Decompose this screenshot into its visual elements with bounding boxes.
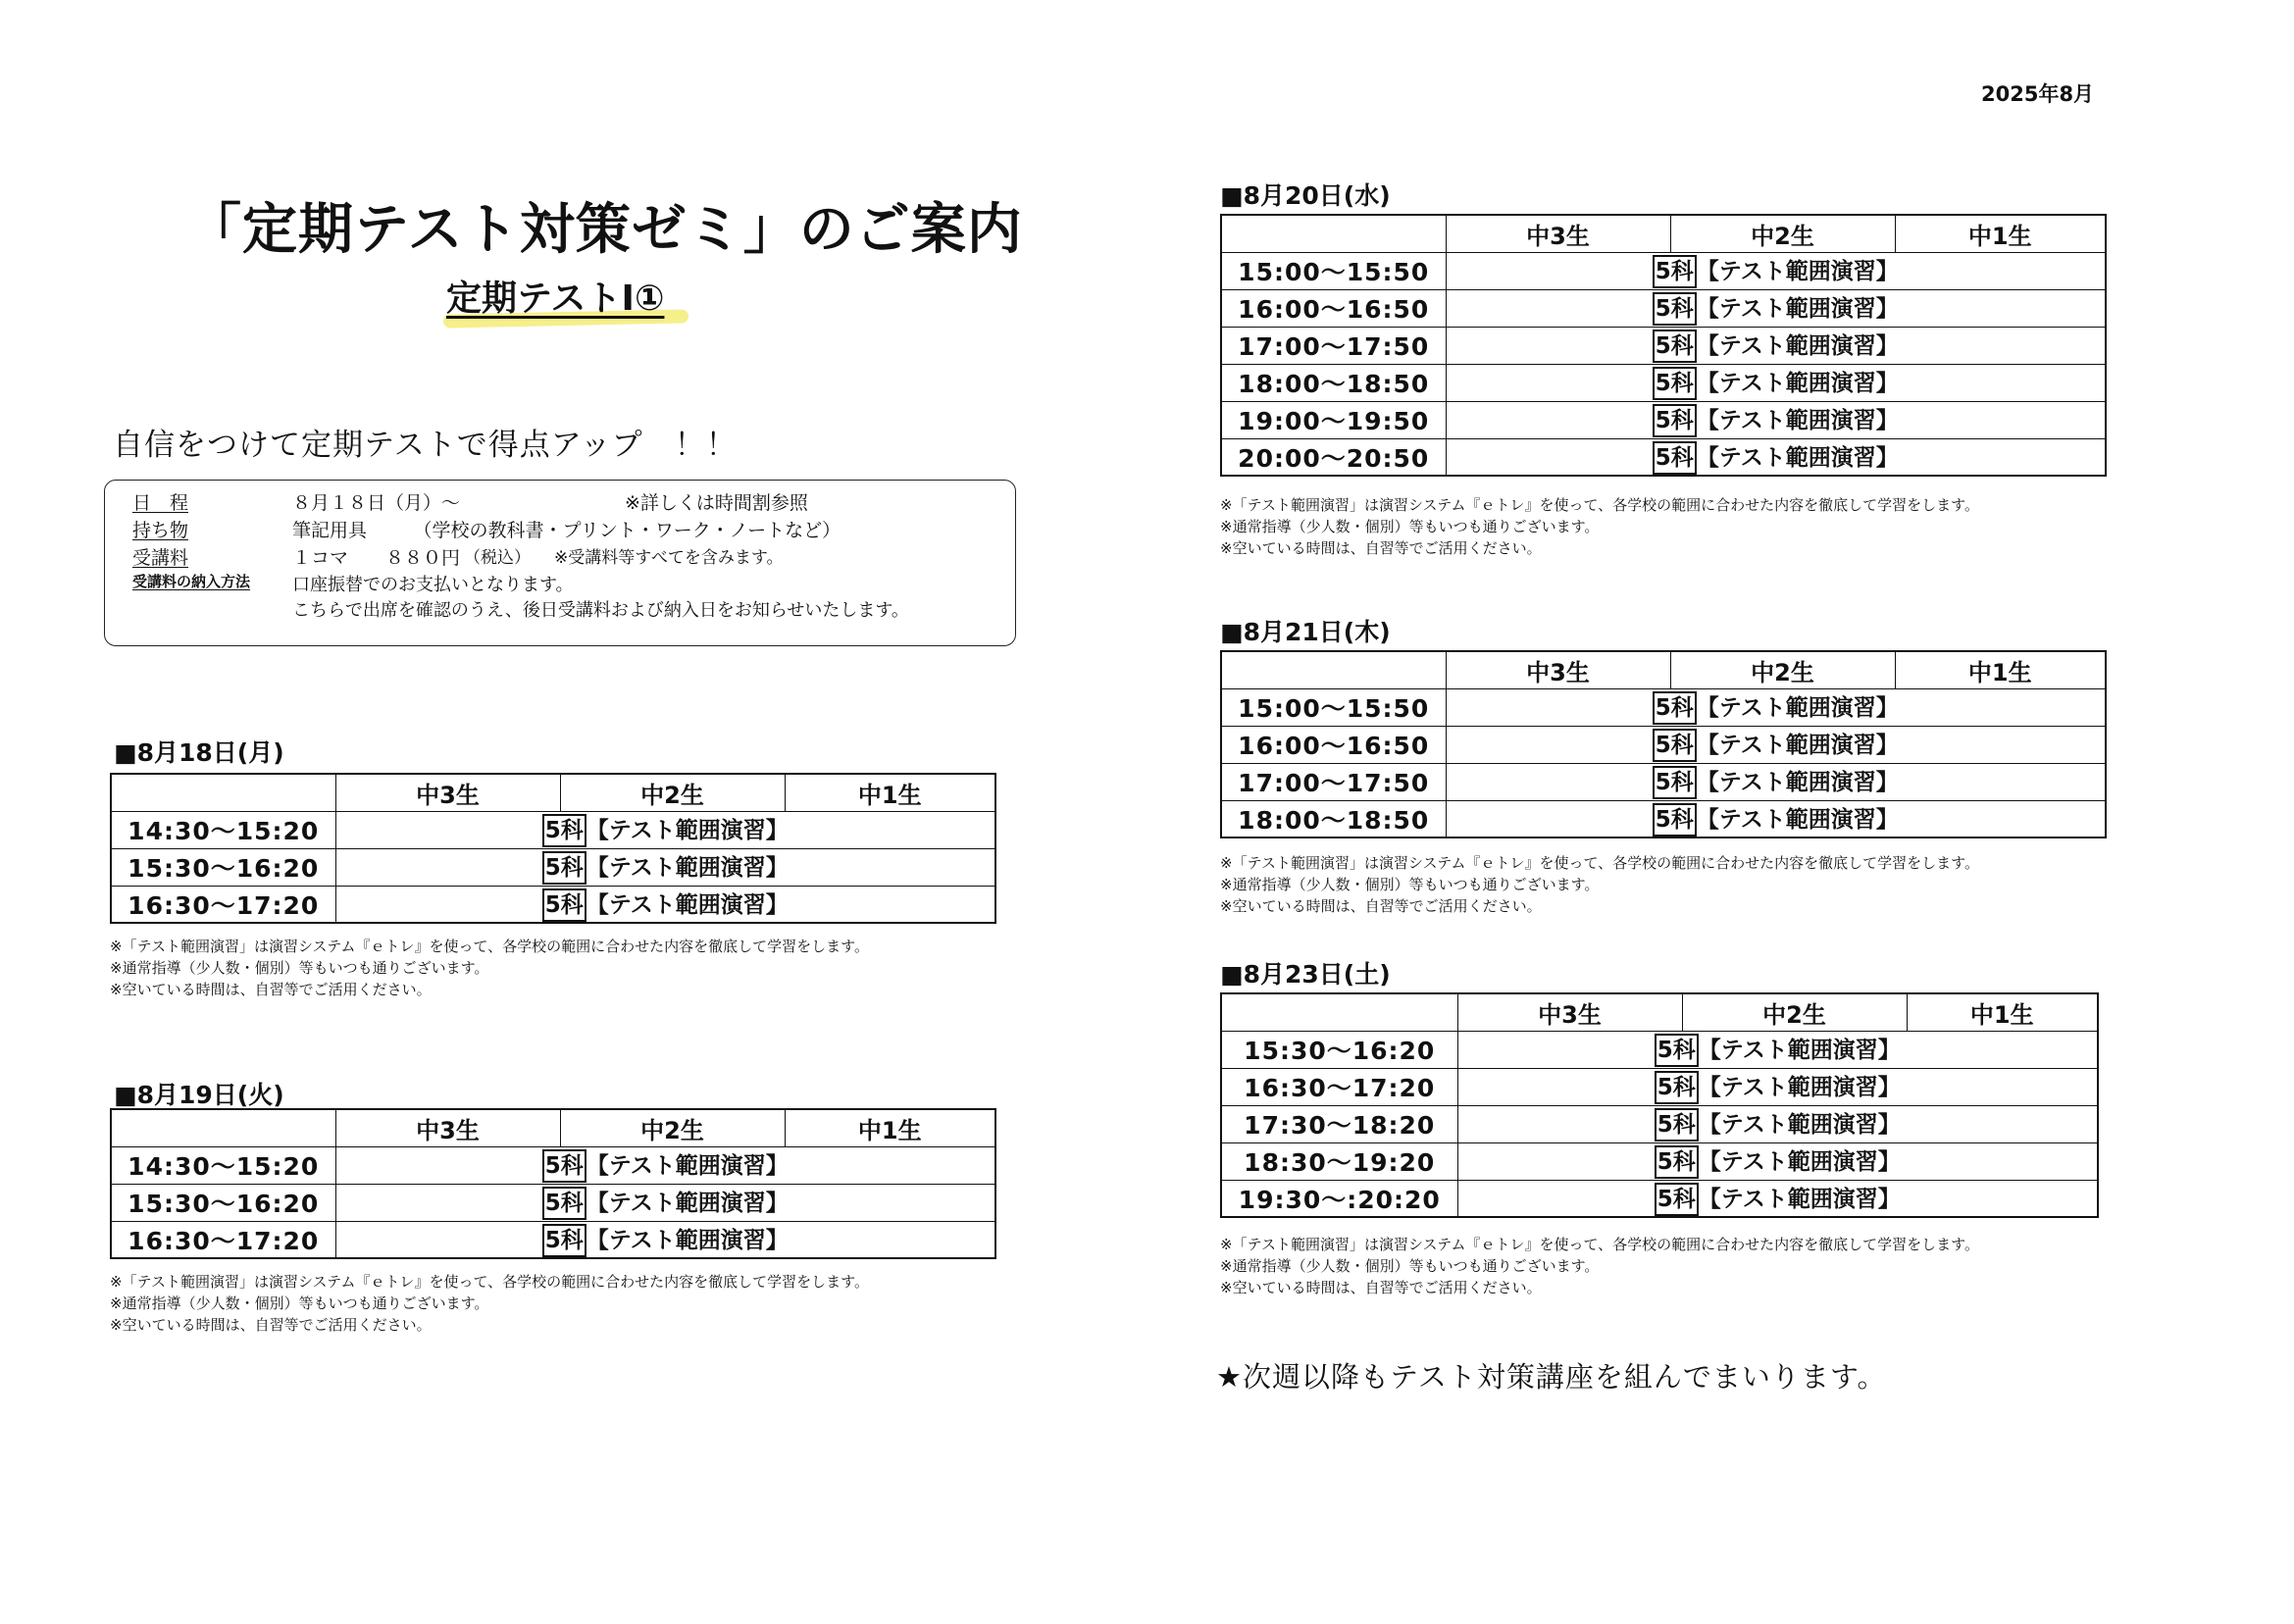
- header-row: [1221, 993, 2098, 1031]
- course-cell: [335, 848, 995, 886]
- course-label: 【テスト範囲演習】: [1696, 695, 1899, 721]
- note-line: ※空いている時間は、自習等でご活用ください。: [110, 1316, 432, 1334]
- note-line: ※「テスト範囲演習」は演習システム『ｅトレ』を使って、各学校の範囲に合わせた内容を徹底して学習をします。: [1220, 496, 1979, 514]
- corner-cell: [1221, 651, 1446, 688]
- header-row: [1221, 215, 2106, 252]
- notes: [1220, 1234, 1979, 1298]
- page-subtitle: 定期テストⅠ①: [446, 279, 665, 319]
- note-line: ※空いている時間は、自習等でご活用ください。: [1220, 897, 1542, 915]
- time-slot: 14:30～15:20: [111, 811, 335, 848]
- note-line: ※通常指導（少人数・個別）等もいつも通りございます。: [1220, 518, 1600, 535]
- page-title: 「定期テスト対策ゼミ」のご案内: [186, 198, 1023, 262]
- time-slot: 16:00～16:50: [1221, 289, 1446, 327]
- note-line: ※「テスト範囲演習」は演習システム『ｅトレ』を使って、各学校の範囲に合わせた内容を徹底して学習をします。: [1220, 854, 1979, 872]
- payment-line-1: 口座振替でのお支払いとなります。: [292, 575, 574, 595]
- table-row: [111, 886, 995, 923]
- payment-line-2: こちらで出席を確認のうえ、後日受講料および納入日をお知らせいたします。: [292, 600, 909, 621]
- info-box: [104, 480, 1016, 646]
- table-row: [1221, 401, 2106, 438]
- date-stamp: 2025年8月: [1981, 82, 2095, 106]
- subject-count-box: 5科: [1653, 766, 1697, 799]
- grade-header: 中1生: [785, 774, 995, 811]
- course-label: 【テスト範囲演習】: [1698, 1149, 1901, 1175]
- course-cell: [1446, 763, 2106, 800]
- subject-count-box: 5科: [542, 814, 586, 847]
- corner-cell: [111, 774, 335, 811]
- note-line: ※「テスト範囲演習」は演習システム『ｅトレ』を使って、各学校の範囲に合わせた内容を徹底して学習をします。: [110, 938, 869, 955]
- footer-message: ★次週以降もテスト対策講座を組んでまいります。: [1216, 1360, 1887, 1394]
- table-row: [1221, 1142, 2098, 1180]
- table-row: [1221, 1031, 2098, 1068]
- table-row: [1221, 327, 2106, 364]
- time-slot: 15:30～16:20: [1221, 1031, 1457, 1068]
- time-slot: 16:00～16:50: [1221, 726, 1446, 763]
- time-slot: 16:30～17:20: [111, 886, 335, 923]
- table-row: [1221, 688, 2106, 726]
- time-slot: 14:30～15:20: [111, 1146, 335, 1184]
- notes: [1220, 852, 1979, 917]
- course-label: 【テスト範囲演習】: [586, 1153, 789, 1179]
- grade-header: 中1生: [785, 1109, 995, 1146]
- schedule-table: [110, 1108, 996, 1259]
- grade-header: 中2生: [560, 1109, 785, 1146]
- table-row: [1221, 763, 2106, 800]
- grade-header: 中1生: [1895, 215, 2106, 252]
- schedule-note: ※詳しくは時間割参照: [625, 492, 808, 514]
- notes: [1220, 494, 1979, 559]
- table-row: [1221, 1180, 2098, 1217]
- table-row: [1221, 364, 2106, 401]
- course-label: 【テスト範囲演習】: [586, 891, 789, 918]
- subject-count-box: 5科: [1653, 292, 1697, 326]
- time-slot: 19:30～:20:20: [1221, 1180, 1457, 1217]
- table-row: [111, 1146, 995, 1184]
- time-slot: 17:00～17:50: [1221, 327, 1446, 364]
- subject-count-box: 5科: [542, 1149, 586, 1183]
- table-row: [111, 848, 995, 886]
- table-row: [1221, 800, 2106, 837]
- course-label: 【テスト範囲演習】: [1696, 444, 1899, 471]
- subject-count-box: 5科: [542, 1187, 586, 1220]
- corner-cell: [1221, 215, 1446, 252]
- course-label: 【テスト範囲演習】: [586, 818, 789, 843]
- table-row: [1221, 252, 2106, 289]
- grade-header: 中3生: [335, 1109, 560, 1146]
- day-heading: ■8月21日(木): [1220, 618, 1391, 646]
- subject-count-box: 5科: [1653, 330, 1697, 363]
- course-cell: [1446, 364, 2106, 401]
- time-slot: 18:00～18:50: [1221, 800, 1446, 837]
- fee-value: １コマ ８８０円: [292, 547, 461, 569]
- time-slot: 15:30～16:20: [111, 848, 335, 886]
- course-label: 【テスト範囲演習】: [1696, 296, 1899, 322]
- day-heading: ■8月19日(火): [114, 1081, 284, 1109]
- subject-count-box: 5科: [1653, 255, 1697, 288]
- note-line: ※空いている時間は、自習等でご活用ください。: [1220, 1279, 1542, 1296]
- subject-count-box: 5科: [542, 888, 586, 922]
- schedule-table: [1220, 214, 2107, 477]
- subject-count-box: 5科: [1653, 441, 1697, 475]
- header-row: [111, 1109, 995, 1146]
- course-cell: [1457, 1142, 2098, 1180]
- grade-header: 中3生: [1446, 215, 1670, 252]
- grade-header: 中1生: [1907, 993, 2098, 1031]
- subject-count-box: 5科: [1653, 404, 1697, 437]
- corner-cell: [1221, 993, 1457, 1031]
- subject-count-box: 5科: [1653, 691, 1697, 725]
- day-heading: ■8月18日(月): [114, 738, 284, 767]
- course-label: 【テスト範囲演習】: [1698, 1186, 1901, 1212]
- course-label: 【テスト範囲演習】: [1696, 806, 1899, 833]
- course-label: 【テスト範囲演習】: [1698, 1112, 1901, 1138]
- subject-count-box: 5科: [1653, 367, 1697, 400]
- note-line: ※通常指導（少人数・個別）等もいつも通りございます。: [1220, 1257, 1600, 1275]
- course-cell: [335, 886, 995, 923]
- day-heading: ■8月23日(土): [1220, 960, 1391, 989]
- grade-header: 中3生: [1446, 651, 1670, 688]
- time-slot: 16:30～17:20: [111, 1221, 335, 1258]
- grade-header: 中2生: [1682, 993, 1907, 1031]
- note-line: ※通常指導（少人数・個別）等もいつも通りございます。: [1220, 876, 1600, 893]
- header-row: [1221, 651, 2106, 688]
- grade-header: 中3生: [335, 774, 560, 811]
- subject-count-box: 5科: [1655, 1183, 1699, 1216]
- table-row: [111, 811, 995, 848]
- course-cell: [1446, 401, 2106, 438]
- course-label: 【テスト範囲演習】: [586, 1191, 789, 1216]
- day-heading: ■8月20日(水): [1220, 181, 1391, 210]
- grade-header: 中2生: [560, 774, 785, 811]
- course-cell: [335, 1221, 995, 1258]
- course-cell: [1457, 1105, 2098, 1142]
- note-line: ※通常指導（少人数・個別）等もいつも通りございます。: [110, 1294, 489, 1312]
- subject-count-box: 5科: [1655, 1071, 1699, 1104]
- course-label: 【テスト範囲演習】: [1696, 408, 1899, 433]
- course-cell: [1446, 327, 2106, 364]
- course-cell: [335, 1184, 995, 1221]
- course-cell: [1446, 800, 2106, 837]
- schedule-label: 日 程: [132, 492, 189, 514]
- course-label: 【テスト範囲演習】: [1696, 733, 1899, 758]
- corner-cell: [111, 1109, 335, 1146]
- time-slot: 18:00～18:50: [1221, 364, 1446, 401]
- grade-header: 中1生: [1895, 651, 2106, 688]
- course-cell: [1446, 688, 2106, 726]
- course-cell: [1446, 289, 2106, 327]
- schedule-table: [110, 773, 996, 924]
- course-label: 【テスト範囲演習】: [1698, 1075, 1901, 1100]
- table-row: [1221, 1068, 2098, 1105]
- time-slot: 15:00～15:50: [1221, 252, 1446, 289]
- table-row: [1221, 1105, 2098, 1142]
- notes: [110, 1271, 869, 1336]
- schedule-table: [1220, 992, 2099, 1218]
- grade-header: 中2生: [1670, 215, 1895, 252]
- subject-count-box: 5科: [542, 851, 586, 885]
- course-cell: [1446, 726, 2106, 763]
- course-cell: [1446, 252, 2106, 289]
- note-line: ※「テスト範囲演習」は演習システム『ｅトレ』を使って、各学校の範囲に合わせた内容を徹底して学習をします。: [1220, 1236, 1979, 1253]
- table-row: [111, 1184, 995, 1221]
- course-cell: [1457, 1068, 2098, 1105]
- time-slot: 17:30～18:20: [1221, 1105, 1457, 1142]
- fee-tax: （税込）: [464, 548, 532, 568]
- course-label: 【テスト範囲演習】: [1696, 333, 1899, 359]
- course-cell: [335, 811, 995, 848]
- time-slot: 16:30～17:20: [1221, 1068, 1457, 1105]
- subject-count-box: 5科: [1653, 803, 1697, 837]
- note-line: ※空いている時間は、自習等でご活用ください。: [110, 981, 432, 998]
- grade-header: 中2生: [1670, 651, 1895, 688]
- schedule-table: [1220, 650, 2107, 838]
- subject-count-box: 5科: [1655, 1145, 1699, 1179]
- course-label: 【テスト範囲演習】: [586, 1227, 789, 1253]
- table-row: [1221, 438, 2106, 476]
- schedule-value: ８月１８日（月）～: [292, 492, 461, 514]
- items-value: 筆記用具 （学校の教科書・プリント・ワーク・ノートなど）: [292, 520, 841, 541]
- course-cell: [1457, 1031, 2098, 1068]
- course-label: 【テスト範囲演習】: [1696, 770, 1899, 795]
- notes: [110, 936, 869, 1000]
- items-label: 持ち物: [132, 520, 189, 541]
- course-cell: [1457, 1180, 2098, 1217]
- time-slot: 15:00～15:50: [1221, 688, 1446, 726]
- table-row: [1221, 726, 2106, 763]
- course-cell: [335, 1146, 995, 1184]
- course-cell: [1446, 438, 2106, 476]
- note-line: ※「テスト範囲演習」は演習システム『ｅトレ』を使って、各学校の範囲に合わせた内容を徹底して学習をします。: [110, 1273, 869, 1291]
- course-label: 【テスト範囲演習】: [1696, 259, 1899, 284]
- grade-header: 中3生: [1457, 993, 1682, 1031]
- subject-count-box: 5科: [1655, 1034, 1699, 1067]
- note-line: ※空いている時間は、自習等でご活用ください。: [1220, 539, 1542, 557]
- course-label: 【テスト範囲演習】: [1698, 1038, 1901, 1063]
- time-slot: 15:30～16:20: [111, 1184, 335, 1221]
- note-line: ※通常指導（少人数・個別）等もいつも通りございます。: [110, 959, 489, 977]
- table-row: [1221, 289, 2106, 327]
- time-slot: 20:00～20:50: [1221, 438, 1446, 476]
- subject-count-box: 5科: [1653, 729, 1697, 762]
- time-slot: 19:00～19:50: [1221, 401, 1446, 438]
- time-slot: 17:00～17:50: [1221, 763, 1446, 800]
- fee-note: ※受講料等すべてを含みます。: [554, 548, 784, 568]
- payment-label: 受講料の納入方法: [132, 573, 251, 590]
- time-slot: 18:30～19:20: [1221, 1142, 1457, 1180]
- course-label: 【テスト範囲演習】: [1696, 371, 1899, 396]
- fee-label: 受講料: [132, 547, 189, 569]
- table-row: [111, 1221, 995, 1258]
- subject-count-box: 5科: [1655, 1108, 1699, 1142]
- subject-count-box: 5科: [542, 1224, 586, 1257]
- course-label: 【テスト範囲演習】: [586, 855, 789, 881]
- header-row: [111, 774, 995, 811]
- tagline: 自信をつけて定期テストで得点アップ ！！: [113, 428, 738, 463]
